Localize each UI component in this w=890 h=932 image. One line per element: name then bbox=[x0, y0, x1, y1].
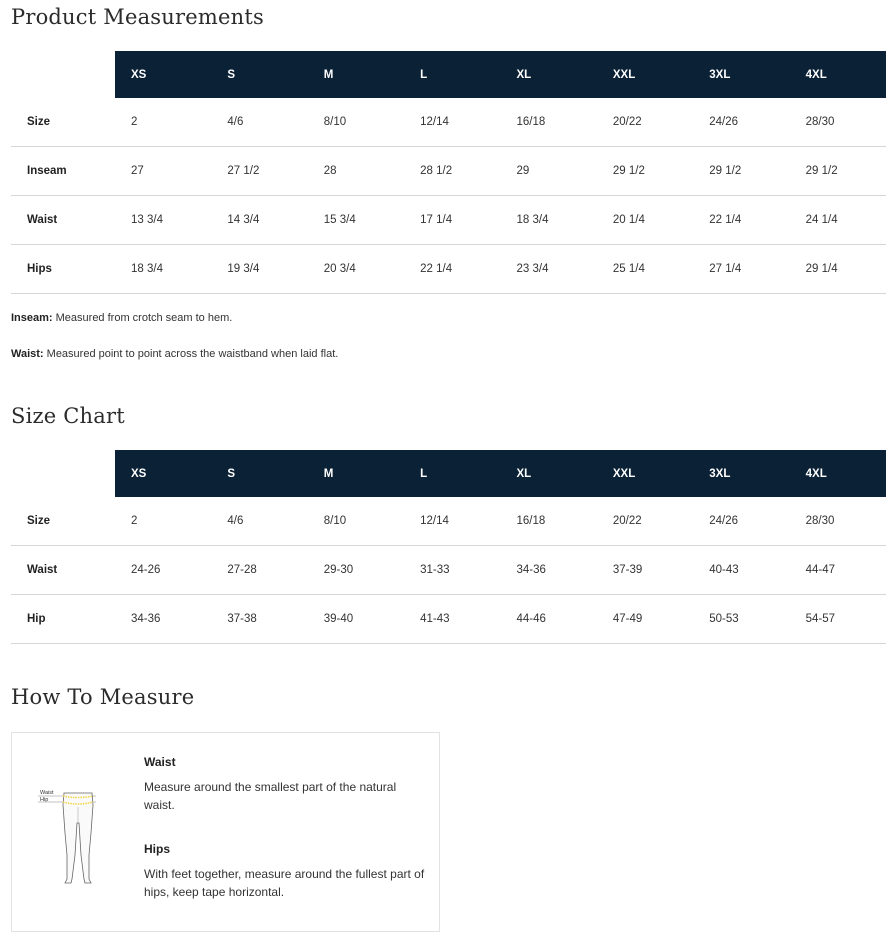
measure-text-waist: Measure around the smallest part of the natural waist. bbox=[144, 780, 397, 812]
row-label: Waist bbox=[11, 546, 115, 595]
figure-hip-label: Hip bbox=[40, 797, 49, 803]
row-label: Size bbox=[11, 497, 115, 546]
table-cell: 29 1/2 bbox=[790, 147, 886, 196]
table-cell: 29 bbox=[501, 147, 597, 196]
measure-instructions bbox=[144, 755, 429, 929]
row-label: Hip bbox=[11, 595, 115, 644]
table-cell: 24 1/4 bbox=[790, 196, 886, 245]
table-cell: 34-36 bbox=[115, 595, 211, 644]
table-cell: 29-30 bbox=[308, 546, 404, 595]
table-cell: 37-38 bbox=[211, 595, 307, 644]
table-row bbox=[11, 595, 886, 644]
table-cell: 4/6 bbox=[211, 98, 307, 147]
table-cell: 16/18 bbox=[501, 497, 597, 546]
table-cell: 17 1/4 bbox=[404, 196, 500, 245]
note-term: Inseam: bbox=[11, 312, 53, 324]
table-row bbox=[11, 147, 886, 196]
table-cell: 39-40 bbox=[308, 595, 404, 644]
table-cell: 44-46 bbox=[501, 595, 597, 644]
inseam-note bbox=[11, 312, 232, 324]
table-cell: 2 bbox=[115, 98, 211, 147]
table-cell: 23 3/4 bbox=[501, 245, 597, 294]
table-row bbox=[11, 196, 886, 245]
table-cell: 47-49 bbox=[597, 595, 693, 644]
table-cell: 25 1/4 bbox=[597, 245, 693, 294]
table-cell: 2 bbox=[115, 497, 211, 546]
measure-heading-hips: Hips bbox=[144, 842, 171, 856]
row-label: Size bbox=[11, 98, 115, 147]
table-cell: 24/26 bbox=[693, 98, 789, 147]
table-cell: 40-43 bbox=[693, 546, 789, 595]
leggings-figure-illustration bbox=[36, 783, 116, 893]
table-cell: 34-36 bbox=[501, 546, 597, 595]
table-cell: 14 3/4 bbox=[211, 196, 307, 245]
measure-heading-waist: Waist bbox=[144, 755, 176, 769]
table-cell: 20/22 bbox=[597, 497, 693, 546]
table-header-row bbox=[11, 450, 886, 497]
table-cell: 28/30 bbox=[790, 98, 886, 147]
table-cell: 19 3/4 bbox=[211, 245, 307, 294]
table-header-row bbox=[11, 51, 886, 98]
row-label: Waist bbox=[11, 196, 115, 245]
column-header: S bbox=[211, 51, 307, 98]
table-cell: 4/6 bbox=[211, 497, 307, 546]
table-cell: 20 3/4 bbox=[308, 245, 404, 294]
column-header: 3XL bbox=[693, 450, 789, 497]
table-cell: 28/30 bbox=[790, 497, 886, 546]
product-measurements-title: Product Measurements bbox=[11, 5, 264, 29]
table-cell: 41-43 bbox=[404, 595, 500, 644]
table-cell: 20/22 bbox=[597, 98, 693, 147]
note-text: Measured point to point across the waistband when laid flat. bbox=[43, 348, 339, 360]
column-header: 4XL bbox=[790, 450, 886, 497]
table-cell: 15 3/4 bbox=[308, 196, 404, 245]
column-header: XXL bbox=[597, 450, 693, 497]
table-cell: 18 3/4 bbox=[501, 196, 597, 245]
table-cell: 24/26 bbox=[693, 497, 789, 546]
row-label: Hips bbox=[11, 245, 115, 294]
table-cell: 29 1/2 bbox=[597, 147, 693, 196]
table-cell: 27 1/2 bbox=[211, 147, 307, 196]
waist-note bbox=[11, 348, 338, 360]
table-cell: 50-53 bbox=[693, 595, 789, 644]
table-row bbox=[11, 497, 886, 546]
table-cell: 16/18 bbox=[501, 98, 597, 147]
table-cell: 13 3/4 bbox=[115, 196, 211, 245]
table-cell: 27 1/4 bbox=[693, 245, 789, 294]
header-corner-cell bbox=[11, 450, 115, 497]
table-cell: 28 1/2 bbox=[404, 147, 500, 196]
table-cell: 18 3/4 bbox=[115, 245, 211, 294]
table-cell: 29 1/2 bbox=[693, 147, 789, 196]
table-cell: 44-47 bbox=[790, 546, 886, 595]
product-measurements-table bbox=[11, 51, 886, 294]
table-row bbox=[11, 546, 886, 595]
note-text: Measured from crotch seam to hem. bbox=[52, 312, 233, 324]
table-cell: 22 1/4 bbox=[693, 196, 789, 245]
table-cell: 12/14 bbox=[404, 98, 500, 147]
table-cell: 8/10 bbox=[308, 98, 404, 147]
table-cell: 8/10 bbox=[308, 497, 404, 546]
column-header: XL bbox=[501, 51, 597, 98]
table-cell: 20 1/4 bbox=[597, 196, 693, 245]
how-to-measure-card bbox=[11, 732, 440, 932]
figure-waist-label: Waist bbox=[40, 790, 54, 796]
table-cell: 28 bbox=[308, 147, 404, 196]
table-cell: 12/14 bbox=[404, 497, 500, 546]
table-row bbox=[11, 245, 886, 294]
column-header: 3XL bbox=[693, 51, 789, 98]
table-cell: 27 bbox=[115, 147, 211, 196]
table-cell: 37-39 bbox=[597, 546, 693, 595]
column-header: XS bbox=[115, 450, 211, 497]
table-cell: 22 1/4 bbox=[404, 245, 500, 294]
column-header: XS bbox=[115, 51, 211, 98]
column-header: L bbox=[404, 450, 500, 497]
how-to-measure-title: How To Measure bbox=[11, 685, 195, 709]
measure-text-hips: With feet together, measure around the fullest part of hips, keep tape horizontal. bbox=[144, 867, 425, 899]
row-label: Inseam bbox=[11, 147, 115, 196]
size-chart-title: Size Chart bbox=[11, 404, 125, 428]
column-header: L bbox=[404, 51, 500, 98]
column-header: XL bbox=[501, 450, 597, 497]
column-header: 4XL bbox=[790, 51, 886, 98]
table-row bbox=[11, 98, 886, 147]
size-chart-table bbox=[11, 450, 886, 644]
column-header: S bbox=[211, 450, 307, 497]
column-header: M bbox=[308, 51, 404, 98]
table-cell: 29 1/4 bbox=[790, 245, 886, 294]
note-term: Waist: bbox=[11, 348, 44, 360]
column-header: M bbox=[308, 450, 404, 497]
table-cell: 24-26 bbox=[115, 546, 211, 595]
table-cell: 27-28 bbox=[211, 546, 307, 595]
table-cell: 54-57 bbox=[790, 595, 886, 644]
column-header: XXL bbox=[597, 51, 693, 98]
header-corner-cell bbox=[11, 51, 115, 98]
table-cell: 31-33 bbox=[404, 546, 500, 595]
